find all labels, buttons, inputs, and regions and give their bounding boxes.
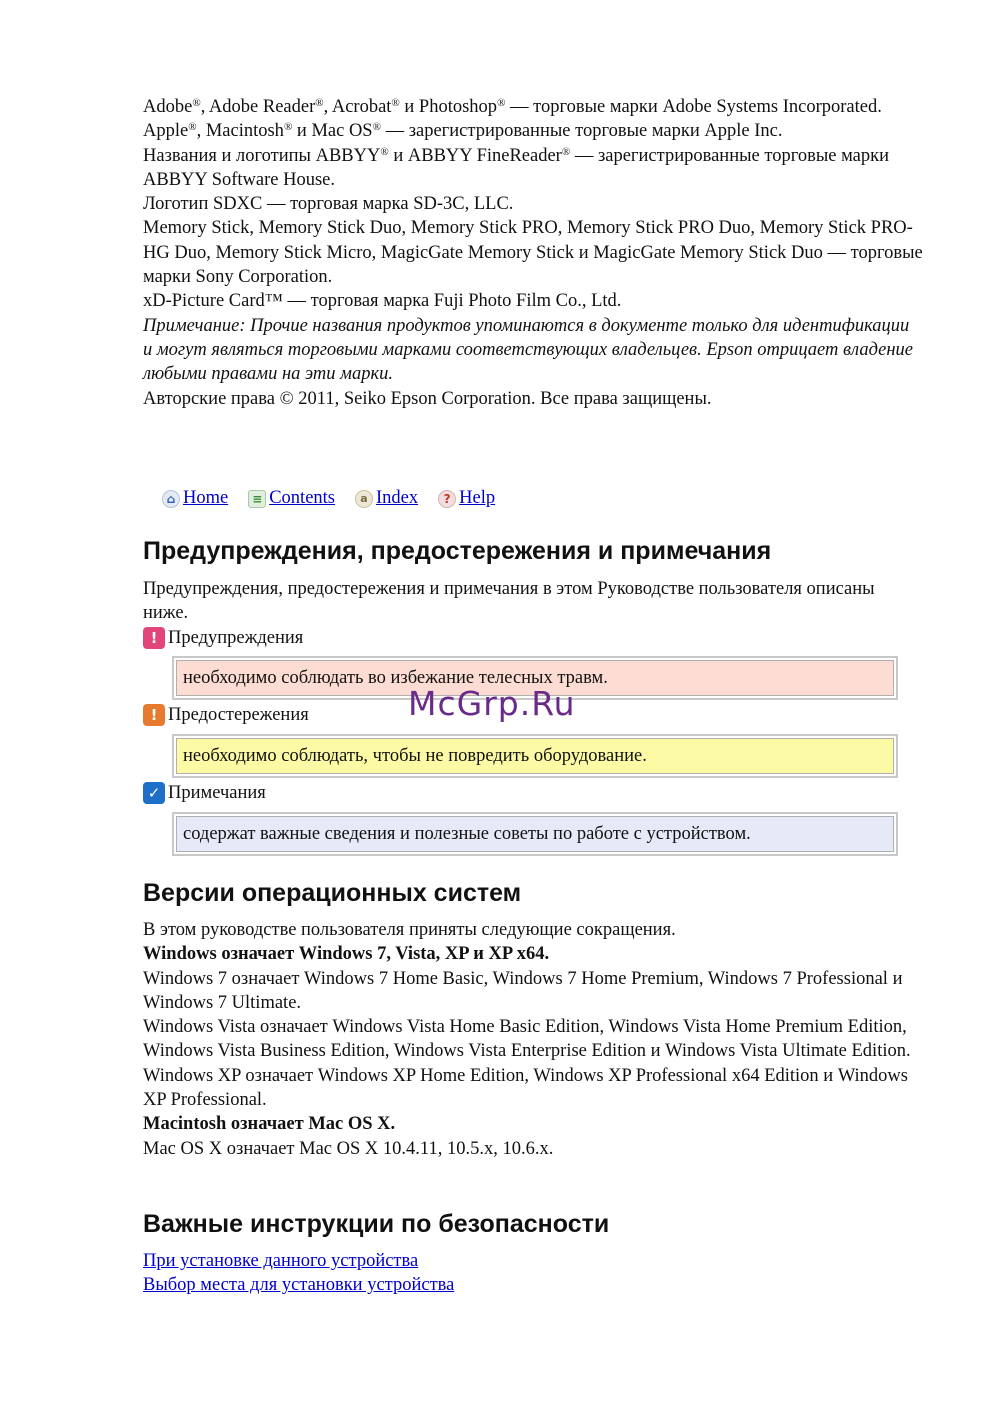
safety-section-title: Важные инструкции по безопасности bbox=[143, 1210, 610, 1238]
nav-home[interactable] bbox=[162, 488, 228, 509]
trademark-sdxc: Логотип SDXC — торговая марка SD-3C, LLC. bbox=[143, 194, 514, 215]
caution-box bbox=[172, 734, 898, 778]
note-icon: ✓ bbox=[143, 782, 165, 804]
os-mac: Mac OS X означает Mac OS X 10.4.11, 10.5.x, 10.6.x. bbox=[143, 1138, 554, 1159]
note-box bbox=[172, 812, 898, 856]
help-icon[interactable]: ? bbox=[438, 490, 456, 508]
nav-index[interactable] bbox=[355, 488, 418, 509]
caution-label-row bbox=[143, 704, 309, 726]
help-link[interactable]: Help bbox=[459, 488, 496, 508]
warnings-intro-block bbox=[143, 577, 923, 626]
safety-link-location[interactable]: Выбор места для установки устройства bbox=[143, 1275, 455, 1296]
os-xp: Windows XP означает Windows XP Home Edition, Windows XP Professional x64 Edition и Windows XP Professional. bbox=[143, 1065, 908, 1111]
trademark-apple: Apple®, Macintosh® и Mac OS® — зарегистрированные торговые марки Apple Inc. bbox=[143, 121, 783, 142]
index-link[interactable]: Index bbox=[376, 488, 419, 508]
caution-label: Предостережения bbox=[168, 705, 309, 725]
trademark-sony: Memory Stick, Memory Stick Duo, Memory Stick PRO, Memory Stick PRO Duo, Memory Stick PRO-HG Duo, Memory Stick Micro, MagicGate Memory Stick и MagicGate Memory Stick Duo — торговые марки Sony Corporation. bbox=[143, 218, 923, 288]
warnings-section-title: Предупреждения, предостережения и примечания bbox=[143, 537, 772, 565]
os-win7: Windows 7 означает Windows 7 Home Basic, Windows 7 Home Premium, Windows 7 Professional и Windows 7 Ultimate. bbox=[143, 968, 903, 1013]
os-section-title: Версии операционных систем bbox=[143, 879, 522, 907]
copyright: Авторские права © 2011, Seiko Epson Corporation. Все права защищены. bbox=[143, 388, 712, 409]
trademarks-block bbox=[143, 95, 923, 411]
warning-text: необходимо соблюдать во избежание телесных травм. bbox=[176, 660, 894, 696]
nav-contents[interactable] bbox=[248, 488, 335, 509]
note-text: содержат важные сведения и полезные советы по работе с устройством. bbox=[176, 816, 894, 852]
trademark-adobe: Adobe®, Adobe Reader®, Acrobat® и Photoshop® — торговые марки Adobe Systems Incorporated. bbox=[143, 97, 882, 117]
trademark-abbyy: Названия и логотипы ABBYY® и ABBYY FineReader® — зарегистрированные торговые марки ABBYY Software House. bbox=[143, 145, 890, 190]
os-section-body bbox=[143, 918, 923, 1161]
contents-link[interactable]: Contents bbox=[269, 488, 335, 508]
os-mac-summary: Macintosh означает Mac OS X. bbox=[143, 1114, 396, 1135]
home-icon[interactable]: ⌂ bbox=[162, 490, 180, 508]
safety-link-install[interactable]: При установке данного устройства bbox=[143, 1251, 419, 1271]
trademark-fuji: xD-Picture Card™ — торговая марка Fuji Photo Film Co., Ltd. bbox=[143, 291, 622, 312]
os-vista: Windows Vista означает Windows Vista Home Basic Edition, Windows Vista Home Premium Edition, Windows Vista Business Edition, Windows Vista Enterprise Edition и Windows Vista Ultimate Edition. bbox=[143, 1017, 911, 1062]
warning-label: Предупреждения bbox=[168, 628, 304, 648]
index-icon[interactable]: a bbox=[355, 490, 373, 508]
trademark-note: Примечание: Прочие названия продуктов упоминаются в документе только для идентификации и могут являться торговыми марками соответствующих владельцев. Epson отрицает владение любыми правами на эти марки. bbox=[143, 315, 913, 385]
caution-icon: ! bbox=[143, 704, 165, 726]
note-label-row bbox=[143, 782, 266, 804]
safety-links bbox=[143, 1249, 923, 1298]
warning-label-row bbox=[143, 627, 303, 649]
warning-icon: ! bbox=[143, 627, 165, 649]
contents-icon[interactable]: ≡ bbox=[248, 490, 266, 508]
watermark: McGrp.Ru bbox=[408, 684, 576, 723]
nav-bar bbox=[162, 488, 495, 509]
nav-help[interactable] bbox=[438, 488, 495, 509]
warnings-intro: Предупреждения, предостережения и примечания в этом Руководстве пользователя описаны ниже. bbox=[143, 579, 875, 624]
os-windows-summary: Windows означает Windows 7, Vista, XP и XP x64. bbox=[143, 944, 550, 965]
os-intro: В этом руководстве пользователя приняты следующие сокращения. bbox=[143, 920, 676, 940]
note-label: Примечания bbox=[168, 783, 266, 803]
home-link[interactable]: Home bbox=[183, 488, 229, 508]
caution-text: необходимо соблюдать, чтобы не повредить оборудование. bbox=[176, 738, 894, 774]
